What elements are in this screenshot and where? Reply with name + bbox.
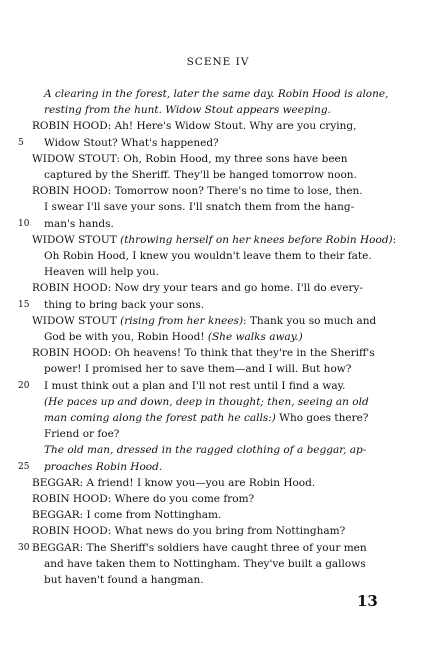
page-number: 13 bbox=[357, 592, 378, 610]
line-text: I must think out a plan and I'll not rest until I find a way. bbox=[44, 379, 346, 392]
text-line bbox=[32, 233, 397, 247]
text-line bbox=[44, 266, 374, 279]
line-text: I come from Nottingham. bbox=[83, 509, 222, 522]
line-text: Now dry your tears and go home. I'll do every- bbox=[111, 282, 363, 295]
text-line bbox=[44, 299, 374, 312]
speaker-name: ROBIN HOOD: bbox=[32, 120, 112, 133]
speaker-name: BEGGAR: bbox=[32, 476, 84, 489]
line-text: power! I promised her to save them—and I will. But how? bbox=[44, 363, 352, 376]
line-text: Oh heavens! To think that they're in the Sheriff's bbox=[111, 347, 375, 360]
text-line bbox=[44, 412, 374, 425]
text-line bbox=[32, 509, 362, 522]
text-line bbox=[44, 461, 374, 474]
line-text: proaches Robin Hood. bbox=[44, 460, 163, 473]
text-line bbox=[32, 493, 362, 506]
line-number: 30 bbox=[18, 542, 30, 553]
line-text: Oh, Robin Hood, my three sons have been bbox=[119, 152, 348, 165]
text-line bbox=[44, 574, 374, 587]
speaker-name: ROBIN HOOD: bbox=[32, 493, 112, 505]
text-line bbox=[32, 153, 362, 166]
line-text: captured by the Sheriff. They'll be hanged tomorrow noon. bbox=[44, 169, 357, 181]
text-line bbox=[44, 137, 374, 150]
stage-direction: man coming along the forest path he calls:) bbox=[44, 412, 276, 424]
line-number: 15 bbox=[18, 299, 30, 310]
stage-direction: (He paces up and down, deep in thought; then, seeing an old bbox=[44, 395, 369, 408]
text-line bbox=[32, 347, 375, 360]
line-text: Oh Robin Hood, I knew you wouldn't leave them to their fate. bbox=[44, 250, 372, 262]
text-line bbox=[32, 185, 362, 198]
line-text: but haven't found a hangman. bbox=[44, 574, 204, 586]
speaker-name: ROBIN HOOD: bbox=[32, 525, 112, 538]
text-line bbox=[32, 477, 362, 490]
speaker-name: BEGGAR: bbox=[32, 541, 84, 554]
text-line bbox=[44, 363, 374, 376]
text-line bbox=[32, 541, 367, 555]
line-text: A clearing in the forest, later the same day. Robin Hood is alone, bbox=[44, 88, 389, 100]
speaker-name: WIDOW STOUT: bbox=[32, 152, 120, 165]
line-text: man's hands. bbox=[44, 217, 114, 230]
text-line bbox=[44, 169, 374, 182]
line-text: I swear I'll save your sons. I'll snatch them from the hang- bbox=[44, 201, 355, 214]
line-text: and have taken them to Nottingham. They've built a gallows bbox=[44, 557, 366, 570]
text-line bbox=[32, 314, 377, 328]
text-line bbox=[44, 218, 374, 231]
line-text: Tomorrow noon? There's no time to lose, then. bbox=[111, 185, 363, 198]
line-text: : bbox=[392, 233, 397, 246]
text-line bbox=[32, 282, 362, 295]
line-text: thing to bring back your sons. bbox=[44, 298, 205, 311]
line-number: 5 bbox=[18, 137, 24, 148]
text-line bbox=[32, 120, 362, 133]
speaker-name: WIDOW STOUT bbox=[32, 314, 117, 327]
text-line bbox=[44, 250, 374, 263]
line-text: resting from the hunt. Widow Stout appears weeping. bbox=[44, 104, 331, 117]
line-text: Heaven will help you. bbox=[44, 266, 160, 279]
line-text: What news do you bring from Nottingham? bbox=[111, 525, 346, 538]
text-line bbox=[44, 104, 374, 117]
line-text: Who goes there? bbox=[275, 412, 369, 424]
stage-direction: (throwing herself on her knees before Robin Hood) bbox=[116, 233, 393, 246]
line-number: 20 bbox=[18, 380, 30, 391]
text-line bbox=[32, 525, 362, 538]
text-line bbox=[44, 444, 374, 457]
speaker-name: ROBIN HOOD: bbox=[32, 347, 112, 360]
text-line bbox=[44, 396, 374, 409]
line-text: Widow Stout? What's happened? bbox=[44, 136, 219, 149]
speaker-name: ROBIN HOOD: bbox=[32, 282, 112, 295]
text-line bbox=[44, 88, 389, 101]
speaker-name: WIDOW STOUT bbox=[32, 233, 117, 246]
line-text: Ah! Here's Widow Stout. Why are you crying, bbox=[111, 120, 357, 133]
line-number: 25 bbox=[18, 461, 30, 472]
text-line bbox=[44, 558, 374, 571]
line-number: 10 bbox=[18, 218, 30, 229]
speaker-name: BEGGAR: bbox=[32, 509, 84, 522]
line-text: A friend! I know you—you are Robin Hood. bbox=[83, 476, 316, 489]
speaker-name: ROBIN HOOD: bbox=[32, 185, 112, 198]
text-line bbox=[44, 201, 374, 214]
line-text: The old man, dressed in the ragged clothing of a beggar, ap- bbox=[44, 444, 367, 457]
scene-title: SCENE IV bbox=[186, 56, 250, 68]
line-text: The Sheriff's soldiers have caught three of your men bbox=[83, 541, 367, 554]
line-text: God be with you, Robin Hood! bbox=[44, 331, 208, 343]
text-line bbox=[44, 380, 374, 393]
line-text: Friend or foe? bbox=[44, 428, 120, 441]
stage-direction: (She walks away.) bbox=[207, 331, 303, 343]
line-text: Where do you come from? bbox=[111, 493, 255, 505]
text-line bbox=[44, 428, 374, 441]
text-line bbox=[44, 331, 374, 344]
stage-direction: (rising from her knees) bbox=[116, 314, 244, 327]
line-text: : Thank you so much and bbox=[243, 314, 377, 327]
